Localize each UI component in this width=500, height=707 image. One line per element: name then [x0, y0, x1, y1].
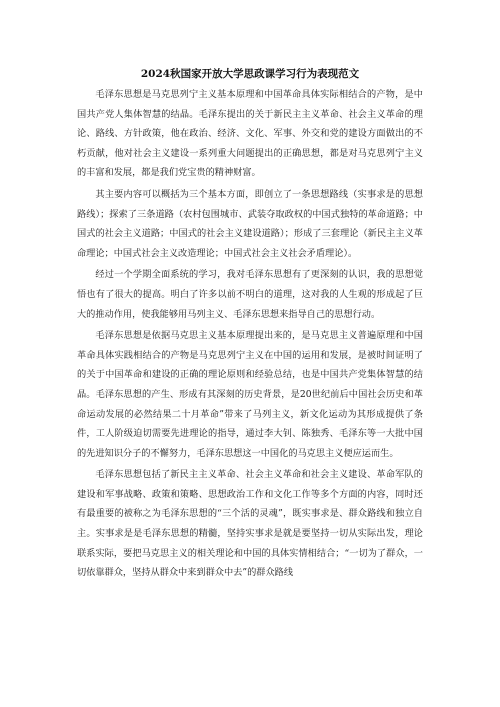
paragraph-3: 经过一个学期全面系统的学习，我对毛泽东思想有了更深刻的认识，我的思想觉悟也有了很大的提高。明白了许多以前不明白的道理，这对我的人生观的形成起了巨大的推动作用，使我能够用马列主义、毛泽东思想来指导自己的思想行动。: [77, 269, 423, 320]
paragraph-2: 其主要内容可以概括为三个基本方面，即创立了一条思想路线（实事求是的思想路线）；探索了三条道路（农村包围城市、武装夺取政权的中国式独特的革命道路；中国式的社会主义道路；中国式的社会主义建设道路）；形成了三套理论（新民主主义革命理论；中国式社会主义改造理论；中国式社会主义社会矛盾理论）。: [77, 188, 423, 259]
paragraph-5: 毛泽东思想包括了新民主主义革命、社会主义革命和社会主义建设、革命军队的建设和军事战略、政策和策略、思想政治工作和文化工作等多个方面的内容，同时还有最重要的被称之为毛泽东思想的“三个活的灵魂”，既实事求是、群众路线和独立自主。实事求是是毛泽东思想的精髓，坚持实事求是就是要坚持一切从实际出发，理论联系实际，要把马克思主义的相关理论和中国的具体实情相结合；“一切为了群众，一切依靠群众，坚持从群众中来到群众中去”的群众路线: [77, 469, 423, 579]
paragraph-1: 毛泽东思想是马克思列宁主义基本原理和中国革命具体实际相结合的产物，是中国共产党人集体智慧的结晶。毛泽东提出的关于新民主主义革命、社会主义革命的理论、路线、方针政策，他在政治、经济、文化、军事、外交和党的建设方面做出的不朽贡献，他对社会主义建设一系列重大问题提出的正确思想，都是对马克思列宁主义的丰富和发展，都是我们党宝贵的精神财富。: [77, 89, 423, 179]
document-title: 2024秋国家开放大学思政课学习行为表现范文: [140, 68, 360, 80]
document-page: [77, 66, 423, 585]
paragraph-4: 毛泽东思想是依据马克思主义基本原理提出来的，是马克思主义普遍原理和中国革命具体实践相结合的产物是马克思列宁主义在中国的运用和发展，是被时间证明了的关于中国革命和建设的正确的理论原则和经验总结，也是中国共产党集体智慧的结晶。毛泽东思想的产生、形成有其深刻的历史背景，是20世纪前后中国社会历史和革命运动发展的必然结果二十月革命”带来了马列主义，新文化运动为其形成提供了条件，工人阶级迫切需要先进理论的指导，通过李大钊、陈独秀、毛泽东等一大批中国的先进知识分子的不懈努力，毛泽东思想这一中国化的马克思主义便应运而生。: [77, 330, 423, 459]
